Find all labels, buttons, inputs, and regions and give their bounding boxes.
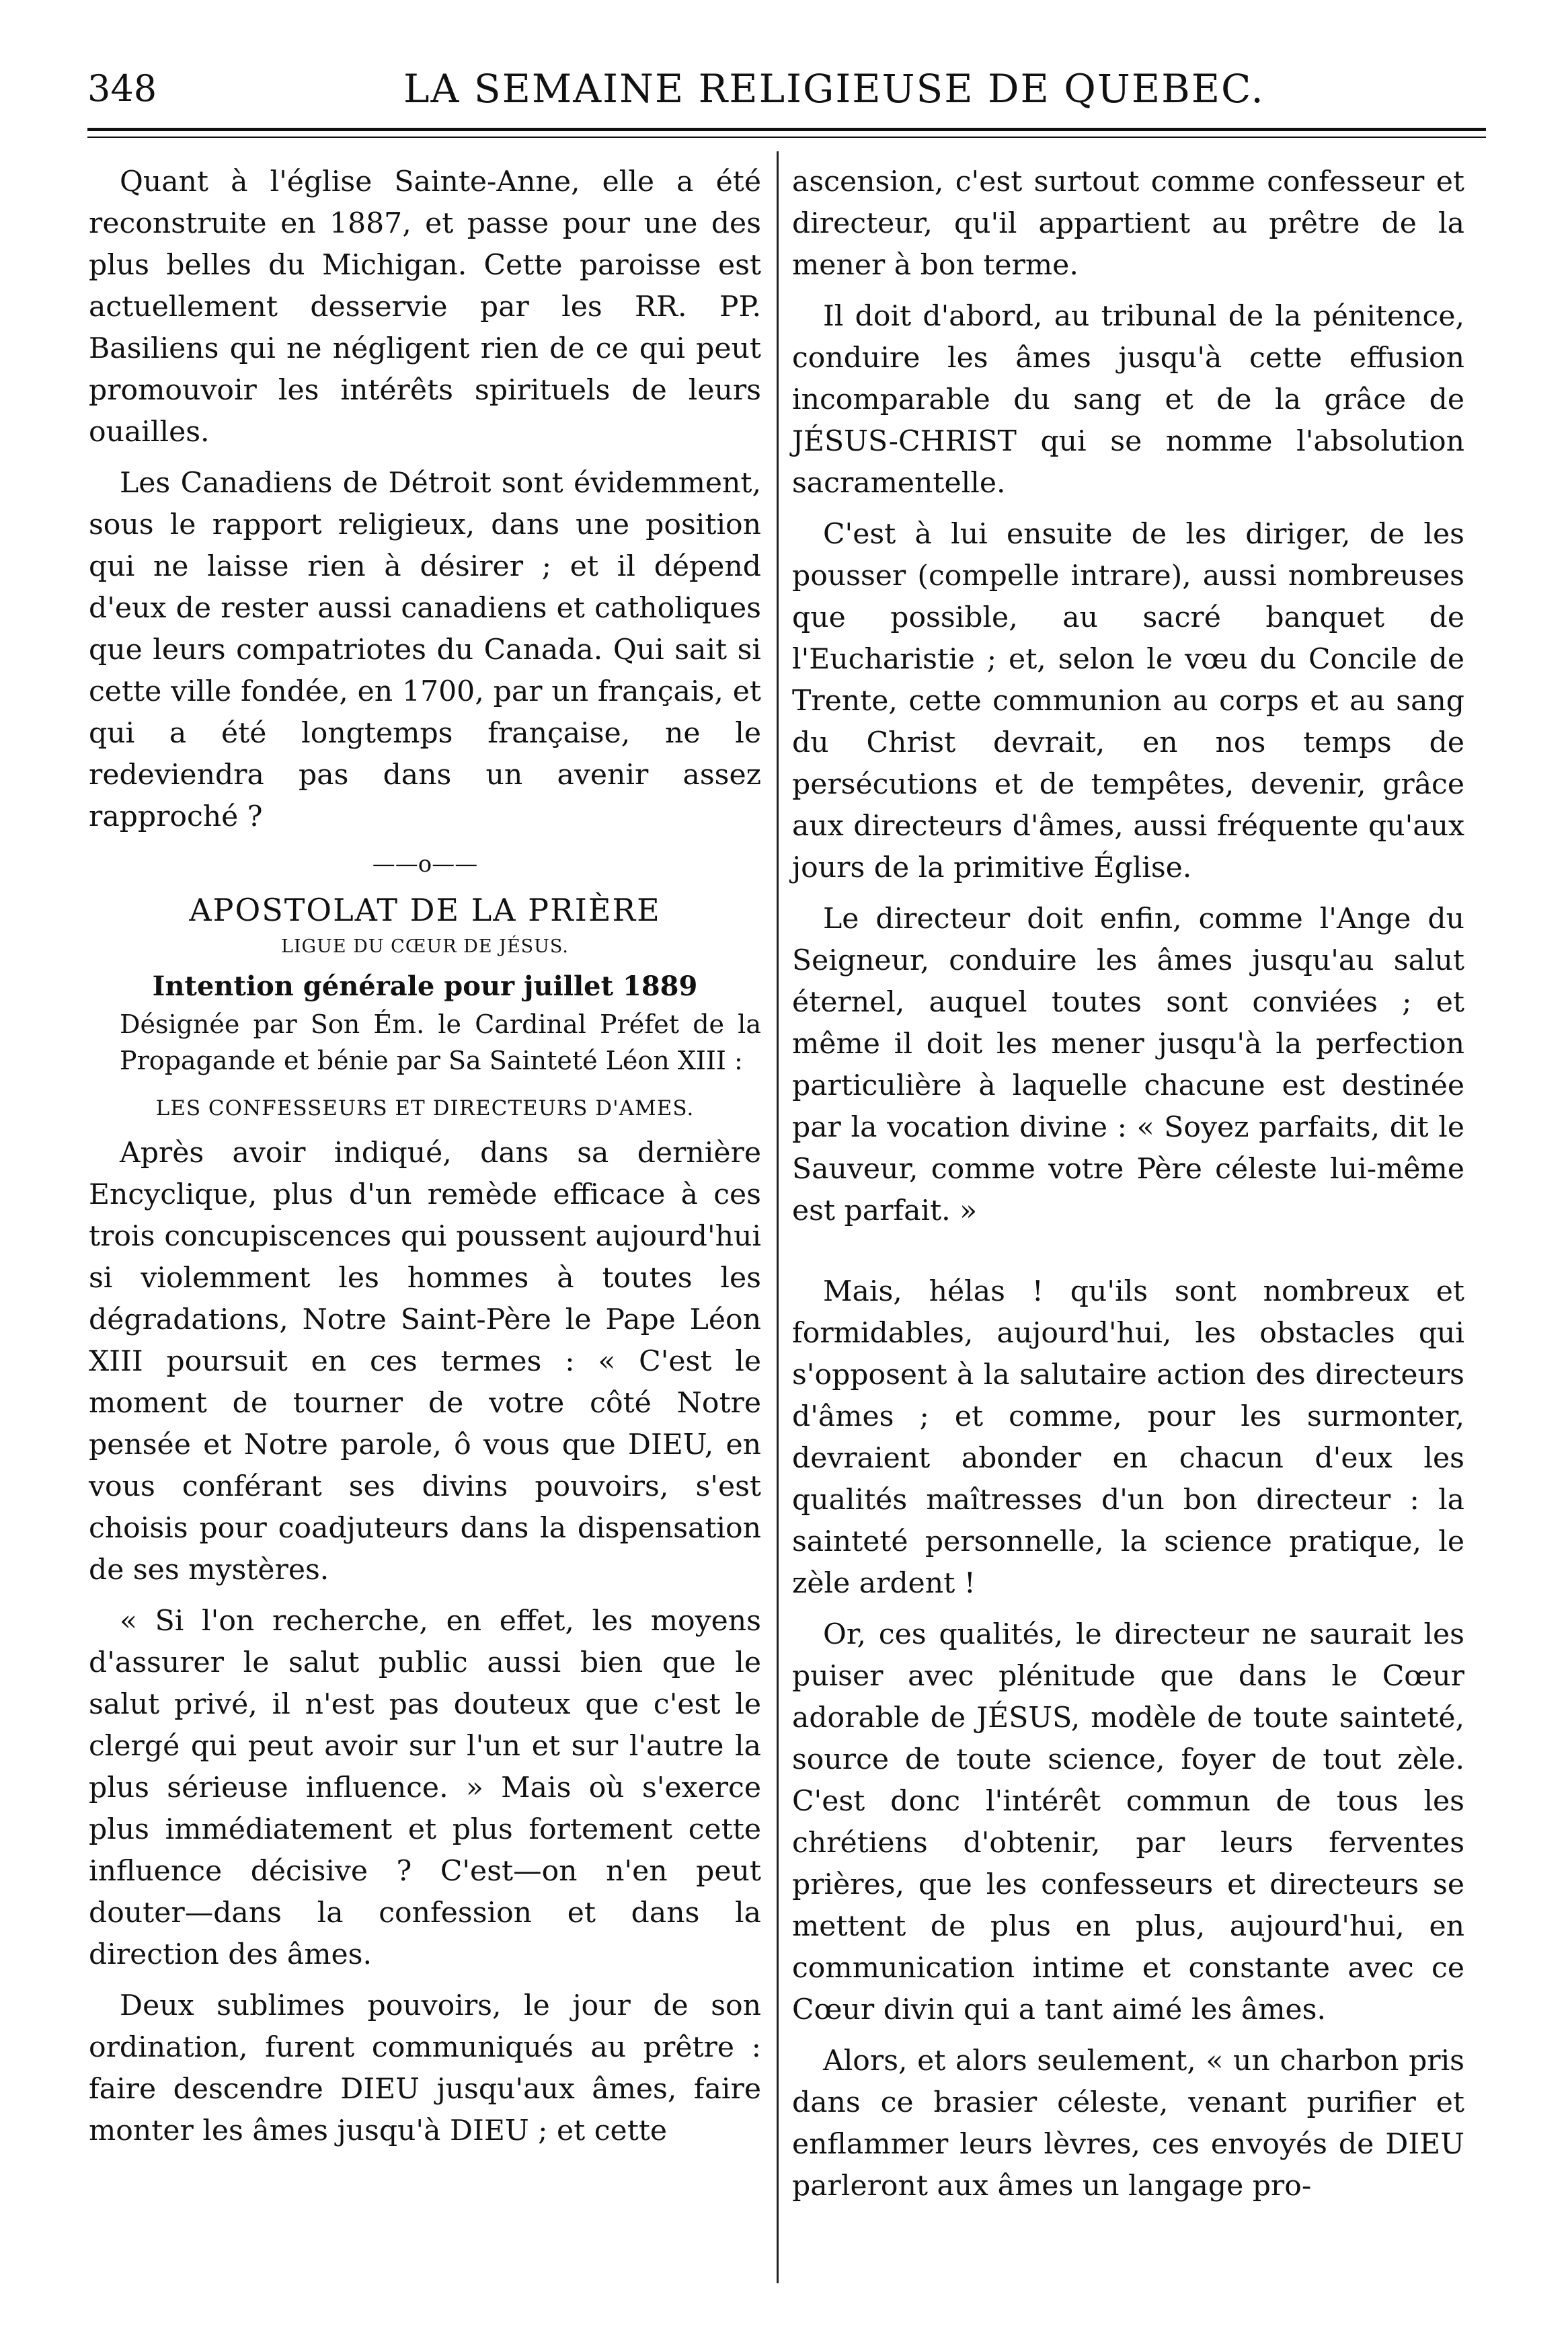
- header-rule-thin: [87, 137, 1486, 138]
- league-subtitle: LIGUE DU CŒUR DE JÉSUS.: [280, 936, 570, 957]
- paragraph: Après avoir indiqué, dans sa dernière Encyclique, plus d'un remède efficace à ces trois concupiscences qui poussent aujourd'hui si violemment les hommes à toutes les dégradations, Notre Saint-Père le Pape Léon XIII poursuit en ces termes : « C'est le moment de tourner de votre côté Notre pensée et Notre parole, ô vous que DIEU, en vous conférant ses divins pouvoirs, s'est choisis pour coadjuteurs dans la dispensation de ses mystères.: [89, 1137, 761, 1587]
- intention-heading: Intention générale pour juillet 1889: [152, 970, 698, 1002]
- paragraph: Alors, et alors seulement, « un charbon pris dans ce brasier céleste, venant purifier et enflammer leurs lèvres, ces envoyés de DIEU parleront aux âmes un langage pro-: [792, 2045, 1464, 2203]
- paragraph: Le directeur doit enfin, comme l'Ange du Seigneur, conduire les âmes jusqu'au salut éternel, auquel toutes sont conviées ; et même il doit les mener jusqu'à la perfection particulière à laquelle chacune est destinée par la vocation divine : « Soyez parfaits, dit le Sauveur, comme votre Père céleste lui-même est parfait. »: [792, 903, 1464, 1227]
- paragraph: Or, ces qualités, le directeur ne saurait les puiser avec plénitude que dans le Cœur adorable de JÉSUS, modèle de toute sainteté, source de toute science, foyer de tout zèle. C'est donc l'intérêt commun de tous les chrétiens d'obtenir, par leurs ferventes prières, que les confesseurs et directeurs se mettent de plus en plus, aujourd'hui, en communication intime et constante avec ce Cœur divin qui a tant aimé les âmes.: [792, 1618, 1464, 2026]
- paragraph: ascension, c'est surtout comme confesseur et directeur, qu'il appartient au prêtre de la mener à bon terme.: [792, 165, 1464, 282]
- running-title: LA SEMAINE RELIGIEUSE DE QUEBEC.: [403, 66, 1265, 112]
- article-subtitle: LES CONFESSEURS ET DIRECTEURS D'AMES.: [155, 1096, 695, 1120]
- paragraph: Il doit d'abord, au tribunal de la pénitence, conduire les âmes jusqu'à cette effusion incomparable du sang et de la grâce de JÉSUS-CHRIST qui se nomme l'absolution sacramentelle.: [792, 300, 1464, 500]
- paragraph: Mais, hélas ! qu'ils sont nombreux et formidables, aujourd'hui, les obstacles qui s'opposent à la salutaire action des directeurs d'âmes ; et comme, pour les surmonter, devraient abonder en chacun d'eux les qualités maîtresses d'un bon directeur : la sainteté personnelle, la science pratique, le zèle ardent !: [792, 1275, 1464, 1600]
- column-divider: [777, 151, 779, 2283]
- paragraph: Deux sublimes pouvoirs, le jour de son ordination, furent communiqués au prêtre : faire descendre DIEU jusqu'aux âmes, faire monter les âmes jusqu'à DIEU ; et cette: [89, 1989, 761, 2147]
- page-number: 348: [87, 67, 157, 110]
- paragraph: Quant à l'église Sainte-Anne, elle a été reconstruite en 1887, et passe pour une des plus belles du Michigan. Cette paroisse est actuellement desservie par les RR. PP. Basiliens qui ne négligent rien de ce qui peut promouvoir les intérêts spirituels de leurs ouailles.: [89, 165, 761, 449]
- paragraph: C'est à lui ensuite de les diriger, de les pousser (compelle intrare), aussi nombreuses que possible, au sacré banquet de l'Eucharistie ; et, selon le vœu du Concile de Trente, cette communion au corps et au sang du Christ devrait, en nos temps de persécutions et de tempêtes, devenir, grâce aux directeurs d'âmes, aussi fréquente qu'aux jours de la primitive Église.: [792, 518, 1464, 884]
- designation-note: Désignée par Son Ém. le Cardinal Préfet de la Propagande et bénie par Sa Sainteté Léon XIII :: [120, 1009, 761, 1075]
- page-header: [87, 62, 1486, 116]
- paragraph: « Si l'on recherche, en effet, les moyens d'assurer le salut public aussi bien que le salut privé, il n'est pas douteux que c'est le clergé qui peut avoir sur l'un et sur l'autre la plus sérieuse influence. » Mais où s'exerce plus immédiatement et plus fortement cette influence décisive ? C'est—on n'en peut douter—dans la confession et dans la direction des âmes.: [89, 1605, 761, 1971]
- paragraph: Les Canadiens de Détroit sont évidemment, sous le rapport religieux, dans une position qui ne laisse rien à désirer ; et il dépend d'eux de rester aussi canadiens et catholiques que leurs compatriotes du Canada. Qui sait si cette ville fondée, en 1700, par un français, et qui a été longtemps française, ne le redeviendra pas dans un avenir assez rapproché ?: [89, 467, 761, 833]
- section-title: APOSTOLAT DE LA PRIÈRE: [189, 892, 661, 928]
- right-column: [792, 161, 1464, 2217]
- left-column: [89, 161, 761, 2162]
- paragraph-gap: [792, 1242, 1464, 1271]
- header-rule-thick: [87, 128, 1486, 131]
- section-separator: ——o——: [372, 851, 478, 878]
